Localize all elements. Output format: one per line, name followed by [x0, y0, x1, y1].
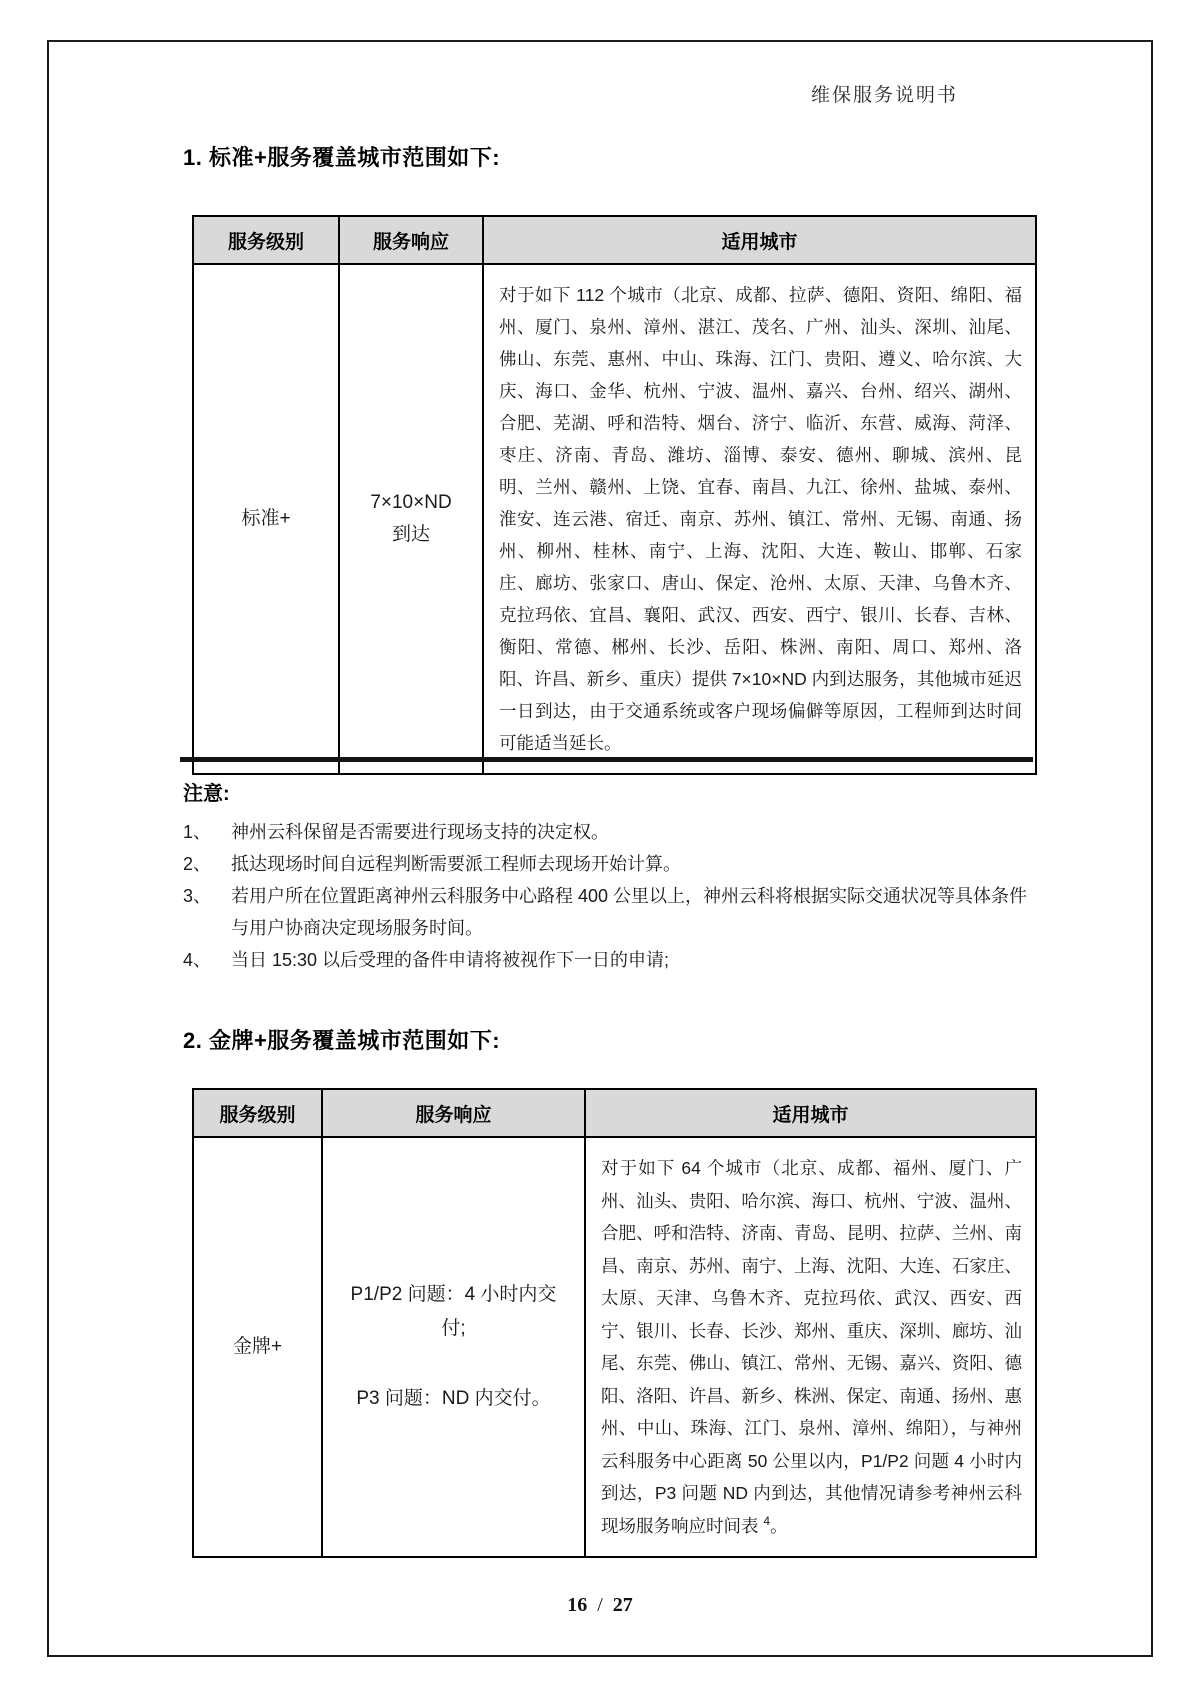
document-header-title: 维保服务说明书 — [810, 85, 958, 106]
table2-service-response-cell — [322, 1137, 585, 1557]
table2-response-p1p2: P1/P2 问题：4 小时内交付; — [350, 1284, 557, 1339]
table2-header-row — [193, 1089, 1036, 1137]
notes-heading: 注意: — [183, 783, 230, 805]
table2-col-service-level: 服务级别 — [193, 1089, 322, 1137]
document-page — [47, 40, 1153, 1657]
table2-applicable-cities-cell — [585, 1137, 1036, 1557]
standard-plus-service-table — [192, 215, 1037, 775]
note-item — [183, 816, 1037, 848]
table2-response-p3: P3 问题：ND 内交付。 — [356, 1388, 551, 1409]
notes-list — [183, 816, 1037, 976]
footer-page-number: 16 — [567, 1594, 588, 1616]
footnote-marker: 4 — [763, 1513, 771, 1528]
table1-service-response-cell — [339, 264, 483, 774]
note-text: 当日 15:30 以后受理的备件申请将被视作下一日的申请; — [231, 950, 670, 970]
table2-col-applicable-cities: 适用城市 — [585, 1089, 1036, 1137]
table1-header-row — [193, 216, 1036, 264]
table2-service-level-cell: 金牌+ — [193, 1137, 322, 1557]
gold-plus-service-table — [192, 1088, 1037, 1558]
note-number: 3、 — [183, 886, 212, 906]
note-number: 2、 — [183, 854, 212, 874]
note-item — [183, 880, 1037, 944]
table1-col-service-response: 服务响应 — [339, 216, 483, 264]
section-divider-rule — [180, 757, 1033, 762]
note-text: 神州云科保留是否需要进行现场支持的决定权。 — [231, 822, 609, 842]
note-item — [183, 944, 1037, 976]
table1-data-row — [193, 264, 1036, 774]
note-item — [183, 848, 1037, 880]
note-number: 4、 — [183, 950, 212, 970]
note-text: 若用户所在位置距离神州云科服务中心路程 400 公里以上，神州云科将根据实际交通状况等具体条件与用户协商决定现场服务时间。 — [231, 886, 1028, 938]
note-number: 1、 — [183, 822, 212, 842]
footer-total-pages: 27 — [612, 1594, 633, 1616]
table2-cities-text-end: 。 — [770, 1515, 788, 1536]
page-footer — [49, 1594, 1151, 1617]
table1-col-service-level: 服务级别 — [193, 216, 339, 264]
table2-cities-text: 对于如下 64 个城市（北京、成都、福州、厦门、广州、汕头、贵阳、哈尔滨、海口、杭州、宁波、温州、合肥、呼和浩特、济南、青岛、昆明、拉萨、兰州、南昌、南京、苏州、南宁、上海、沈阳、大连、石家庄、太原、天津、乌鲁木齐、克拉玛依、武汉、西安、西宁、银川、长春、长沙、郑州、重庆、深圳、廊坊、汕尾、东莞、佛山、镇江、常州、无锡、嘉兴、资阳、德阳、洛阳、许昌、新乡、株洲、保定、南通、扬州、惠州、中山、珠海、江门、泉州、漳州、绵阳），与神州云科服务中心距离 50 公里以内，P1/P2 问题 4 小时内到达，P3 问题 ND 内到达，其他情况请参考神州云科现场服务响应时间表 — [601, 1158, 1022, 1536]
table1-applicable-cities-cell: 对于如下 112 个城市（北京、成都、拉萨、德阳、资阳、绵阳、福州、厦门、泉州、漳州、湛江、茂名、广州、汕头、深圳、汕尾、佛山、东莞、惠州、中山、珠海、江门、贵阳、遵义、哈尔滨、大庆、海口、金华、杭州、宁波、温州、嘉兴、台州、绍兴、湖州、合肥、芜湖、呼和浩特、烟台、济宁、临沂、东营、威海、菏泽、枣庄、济南、青岛、潍坊、淄博、泰安、德州、聊城、滨州、昆明、兰州、赣州、上饶、宜春、南昌、九江、徐州、盐城、泰州、淮安、连云港、宿迁、南京、苏州、镇江、常州、无锡、南通、扬州、柳州、桂林、南宁、上海、沈阳、大连、鞍山、邯郸、石家庄、廊坊、张家口、唐山、保定、沧州、太原、天津、乌鲁木齐、克拉玛依、宜昌、襄阳、武汉、西安、西宁、银川、长春、吉林、衡阳、常德、郴州、长沙、岳阳、株洲、南阳、周口、郑州、洛阳、许昌、新乡、重庆）提供 7×10×ND 内到达服务，其他城市延迟一日到达，由于交通系统或客户现场偏僻等原因，工程师到达时间可能适当延长。 — [483, 264, 1036, 774]
table1-col-applicable-cities: 适用城市 — [483, 216, 1036, 264]
section1-heading: 1. 标准+服务覆盖城市范围如下: — [183, 145, 501, 170]
table1-response-line1: 7×10×ND — [370, 492, 452, 513]
table1-service-level-cell: 标准+ — [193, 264, 339, 774]
note-text: 抵达现场时间自远程判断需要派工程师去现场开始计算。 — [231, 854, 681, 874]
footer-separator: / — [597, 1594, 603, 1616]
table2-col-service-response: 服务响应 — [322, 1089, 585, 1137]
section2-heading: 2. 金牌+服务覆盖城市范围如下: — [183, 1028, 501, 1053]
table1-response-line2: 到达 — [391, 524, 430, 545]
table2-data-row — [193, 1137, 1036, 1557]
